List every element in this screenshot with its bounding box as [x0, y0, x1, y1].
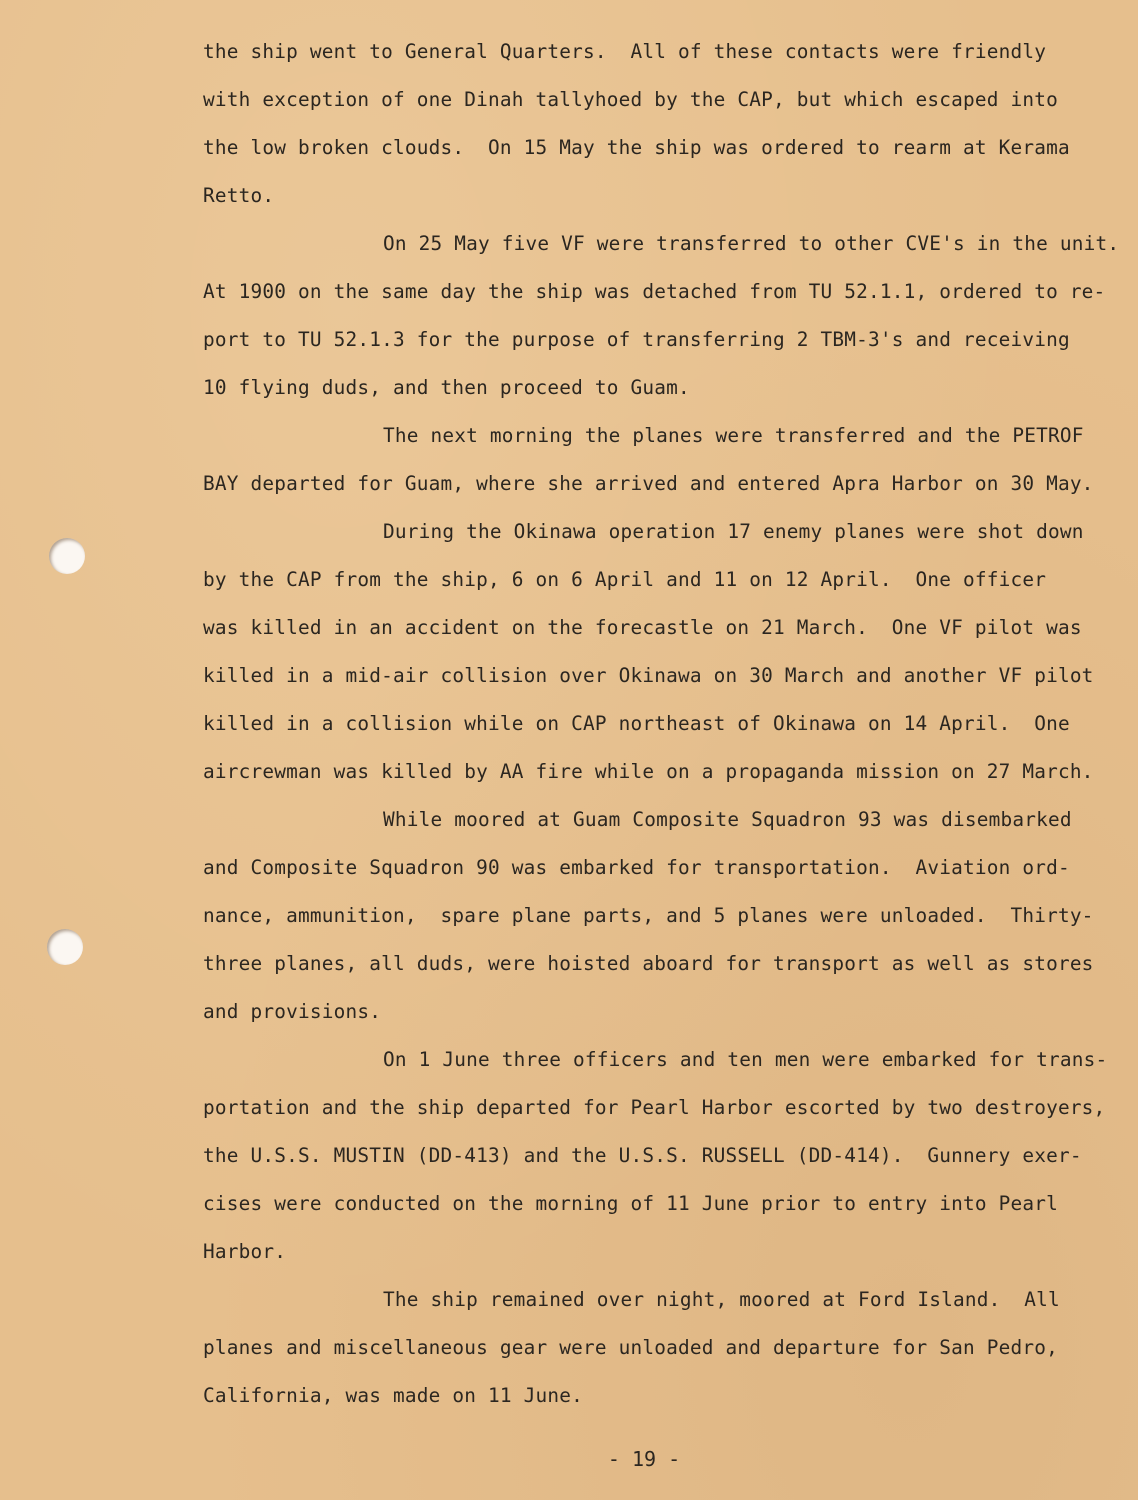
text-line: planes and miscellaneous gear were unloaded and departure for San Pedro, [203, 1336, 1058, 1359]
text-line: the U.S.S. MUSTIN (DD-413) and the U.S.S. RUSSELL (DD-414). Gunnery exer- [203, 1144, 1082, 1167]
text-line: the low broken clouds. On 15 May the ship was ordered to rearm at Kerama [203, 136, 1070, 159]
text-line: portation and the ship departed for Pearl Harbor escorted by two destroyers, [203, 1096, 1106, 1119]
text-line: and provisions. [203, 1000, 382, 1023]
text-line: and Composite Squadron 90 was embarked for transportation. Aviation ord- [203, 856, 1070, 879]
page-number: - 19 - [607, 1447, 681, 1471]
text-line: killed in a collision while on CAP northeast of Okinawa on 14 April. One [203, 712, 1070, 735]
text-line: 10 flying duds, and then proceed to Guam. [203, 376, 690, 399]
text-line: The ship remained over night, moored at Ford Island. All [383, 1288, 1060, 1311]
text-line: was killed in an accident on the forecastle on 21 March. One VF pilot was [203, 616, 1082, 639]
text-line: three planes, all duds, were hoisted aboard for transport as well as stores [203, 952, 1094, 975]
text-line: port to TU 52.1.3 for the purpose of transferring 2 TBM-3's and receiving [203, 328, 1070, 351]
text-line: aircrewman was killed by AA fire while on a propaganda mission on 27 March. [203, 760, 1094, 783]
text-line: The next morning the planes were transferred and the PETROF [383, 424, 1084, 447]
text-line: by the CAP from the ship, 6 on 6 April and 11 on 12 April. One officer [203, 568, 1047, 591]
text-line: killed in a mid-air collision over Okinawa on 30 March and another VF pilot [203, 664, 1094, 687]
text-line: During the Okinawa operation 17 enemy planes were shot down [383, 520, 1084, 543]
text-line: BAY departed for Guam, where she arrived and entered Apra Harbor on 30 May. [203, 472, 1094, 495]
body-text [203, 40, 1120, 1432]
text-line: with exception of one Dinah tallyhoed by the CAP, but which escaped into [203, 88, 1058, 111]
punch-hole-upper [49, 538, 85, 574]
text-line: Harbor. [203, 1240, 287, 1263]
text-line: the ship went to General Quarters. All of these contacts were friendly [203, 40, 1047, 63]
text-line: On 1 June three officers and ten men were embarked for trans- [383, 1048, 1108, 1071]
text-line: California, was made on 11 June. [203, 1384, 583, 1407]
punch-hole-lower [47, 929, 83, 965]
text-line: Retto. [203, 184, 275, 207]
text-line: At 1900 on the same day the ship was detached from TU 52.1.1, ordered to re- [203, 280, 1106, 303]
text-line: nance, ammunition, spare plane parts, and 5 planes were unloaded. Thirty- [203, 904, 1094, 927]
text-line: On 25 May five VF were transferred to other CVE's in the unit. [383, 232, 1120, 255]
text-line: While moored at Guam Composite Squadron 93 was disembarked [383, 808, 1072, 831]
text-line: cises were conducted on the morning of 11 June prior to entry into Pearl [203, 1192, 1058, 1215]
